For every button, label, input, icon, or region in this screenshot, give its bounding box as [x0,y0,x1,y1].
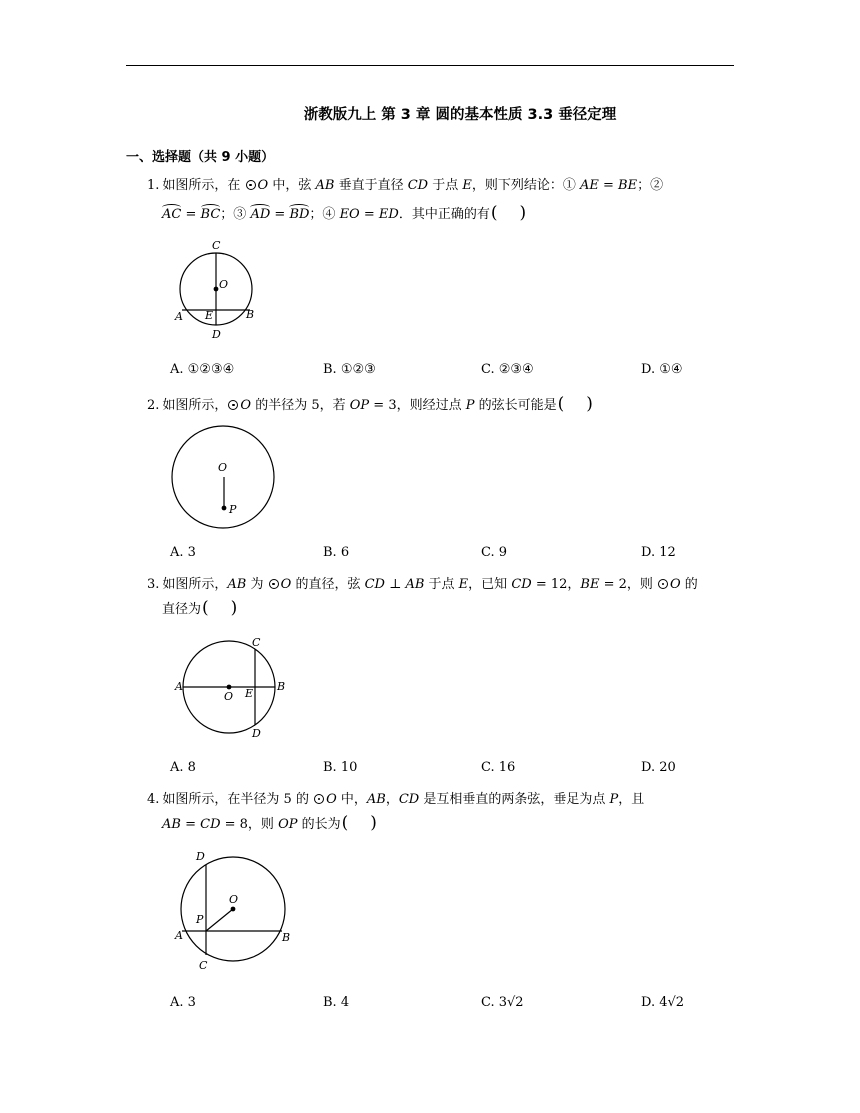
question-4-line-1: 4. 如图所示，在半径为 5 的 O 中，AB，CD 是互相垂直的两条弦，垂足为点 P，且 [147,792,645,807]
question-1-line-2: AC = BC；③ AD = BD；④ EO = ED．其中正确的有( ) [162,203,527,223]
q1-option-c[interactable]: C. ②③④ [481,362,534,377]
label-b: B [246,308,255,321]
label-p: P [196,913,204,926]
label-a: A [175,310,183,323]
question-2-line-1: 2. 如图所示， O 的半径为 5，若 OP = 3，则经过点 P 的弦长可能是( ) [147,394,593,414]
label-p: P [229,503,237,516]
arc-ad: AD [250,207,271,222]
label-a: A [175,680,183,693]
label-o: O [219,278,229,291]
label-c: C [212,239,221,252]
arc-bc: BC [200,207,221,222]
circle-dot-symbol [246,180,256,190]
question-3-line-1: 3. 如图所示，AB 为 O 的直径，弦 CD ⊥ AB 于点 E，已知 CD = 12，BE = 2，则 O 的 [147,577,698,592]
label-e: E [205,309,214,322]
header-rule [126,65,734,66]
answer-blank[interactable]: ( ) [202,598,238,618]
label-a: A [175,929,183,942]
circle-dot-symbol [314,794,324,804]
figure-3 [172,633,292,741]
circle-dot-symbol [228,400,238,410]
label-d: D [252,727,261,740]
label-e: E [245,687,254,700]
q1-option-a[interactable]: A. ①②③④ [170,362,235,377]
arc-bd: BD [289,207,310,222]
q4-option-a[interactable]: A. 3 [170,995,196,1010]
question-1-line-1: 1. 如图所示，在 O 中，弦 AB 垂直于直径 CD 于点 E，则下列结论：① AE = BE；② [147,178,664,193]
question-number: 4. [147,792,160,807]
q2-option-c[interactable]: C. 9 [481,545,508,560]
section-title: 一、选择题（共 9 小题） [126,150,275,165]
answer-blank[interactable]: ( ) [341,813,377,833]
answer-blank[interactable]: ( ) [490,203,527,223]
label-o: O [229,893,239,906]
q3-option-b[interactable]: B. 10 [323,760,358,775]
figure-2 [170,425,280,531]
q2-option-b[interactable]: B. 6 [323,545,350,560]
label-o: O [224,690,234,703]
answer-blank[interactable]: ( ) [557,394,593,414]
question-3-line-2: 直径为( ) [162,598,238,618]
circle-dot-symbol [269,579,279,589]
q2-option-a[interactable]: A. 3 [170,545,196,560]
label-b: B [277,680,286,693]
arc-ac: AC [162,207,182,222]
circle-dot-symbol [658,579,668,589]
q1-option-b[interactable]: B. ①②③ [323,362,376,377]
q4-option-d[interactable]: D. 4√2 [641,995,685,1010]
question-number: 2. [147,398,160,413]
label-d: D [212,328,221,341]
question-number: 3. [147,577,160,592]
q1-option-d[interactable]: D. ①④ [641,362,683,377]
q3-option-d[interactable]: D. 20 [641,760,676,775]
figure-1 [170,238,270,340]
label-c: C [252,636,261,649]
q3-option-c[interactable]: C. 16 [481,760,516,775]
q3-option-a[interactable]: A. 8 [170,760,196,775]
q2-option-d[interactable]: D. 12 [641,545,676,560]
q4-option-b[interactable]: B. 4 [323,995,350,1010]
question-4-line-2: AB = CD = 8，则 OP 的长为( ) [162,813,377,833]
document-title: 浙教版九上 第 3 章 圆的基本性质 3.3 垂径定理 [303,107,617,123]
q4-option-c[interactable]: C. 3√2 [481,995,524,1010]
label-d: D [196,850,205,863]
label-b: B [282,931,291,944]
label-c: C [199,959,208,972]
question-number: 1. [147,178,160,193]
figure-4 [172,847,296,973]
label-o: O [218,461,228,474]
